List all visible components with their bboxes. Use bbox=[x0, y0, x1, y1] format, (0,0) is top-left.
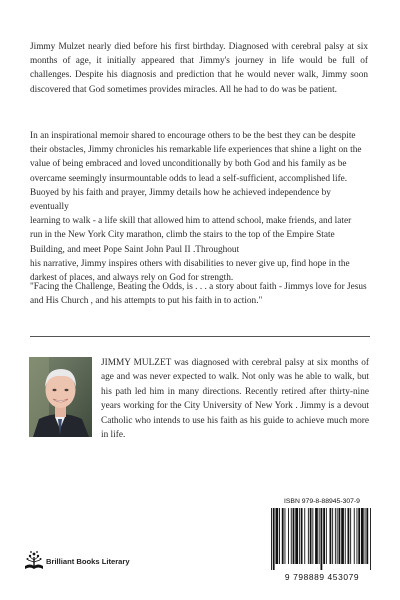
author-portrait-icon bbox=[29, 357, 92, 437]
barcode-digits: 9 798889 453079 bbox=[284, 572, 360, 582]
book-tree-logo-icon bbox=[22, 548, 46, 572]
author-photo bbox=[29, 357, 92, 437]
summary-paragraph bbox=[30, 129, 368, 285]
summary-line: Buoyed by his faith and prayer, Jimmy details how he achieved independence by eventually bbox=[30, 187, 331, 213]
summary-line: learning to walk - a life skill that allowed him to attend school, make friends, and later bbox=[30, 216, 352, 227]
intro-paragraph: Jimmy Mulzet nearly died before his first birthday. Diagnosed with cerebral palsy at six months of age, it initially appeared that Jimmy's journey in life would be full of challenges. Despite his diagnosis and prediction that he would never walk, Jimmy soon discovered that God sometimes provides miracles. All he had to do was be patient. bbox=[30, 42, 368, 95]
summary-line: his narrative, Jimmy inspires others with disabilities to never give up, find hope in the bbox=[30, 258, 350, 269]
summary-line: In an inspirational memoir shared to encourage others to be the best they can be despite bbox=[30, 131, 356, 141]
publisher-name: Brilliant Books Literary bbox=[46, 557, 130, 566]
isbn-barcode bbox=[266, 496, 378, 586]
summary-line: darkest of places, and always rely on God for strength. bbox=[30, 273, 234, 284]
summary-line: value of being embraced and loved unconditionally by both God and his family as be bbox=[30, 159, 347, 170]
summary-line: Building, and meet Pope Saint John Paul II .Throughout bbox=[30, 244, 240, 255]
summary-line: overcame seemingly insurmountable odds to lead a self-sufficient, accomplished life. bbox=[30, 173, 348, 184]
isbn-label: ISBN 979-8-88945-307-9 bbox=[284, 498, 360, 505]
summary-line: their obstacles, Jimmy chronicles his remarkable life experiences that shine a light on the bbox=[30, 145, 362, 156]
quote-paragraph: "Facing the Challenge, Beating the Odds, is . . . a story about faith - Jimmys love for Jesus and His Church , and his attempts to put his faith in to action." bbox=[30, 282, 367, 307]
barcode-icon bbox=[268, 508, 376, 570]
author-bio: JIMMY MULZET was diagnosed with cerebral palsy at six months of age and was never expected to walk. Not only was he able to walk, but his path led him in many directions. Recently retired after thirty-nine years working for the City University of New York . Jimmy is a devout Catholic who intends to use his faith as his guide to achieve much more in life. bbox=[101, 358, 369, 441]
section-divider bbox=[30, 336, 370, 337]
summary-line: run in the New York City marathon, climb the stairs to the top of the Empire State bbox=[30, 230, 335, 241]
